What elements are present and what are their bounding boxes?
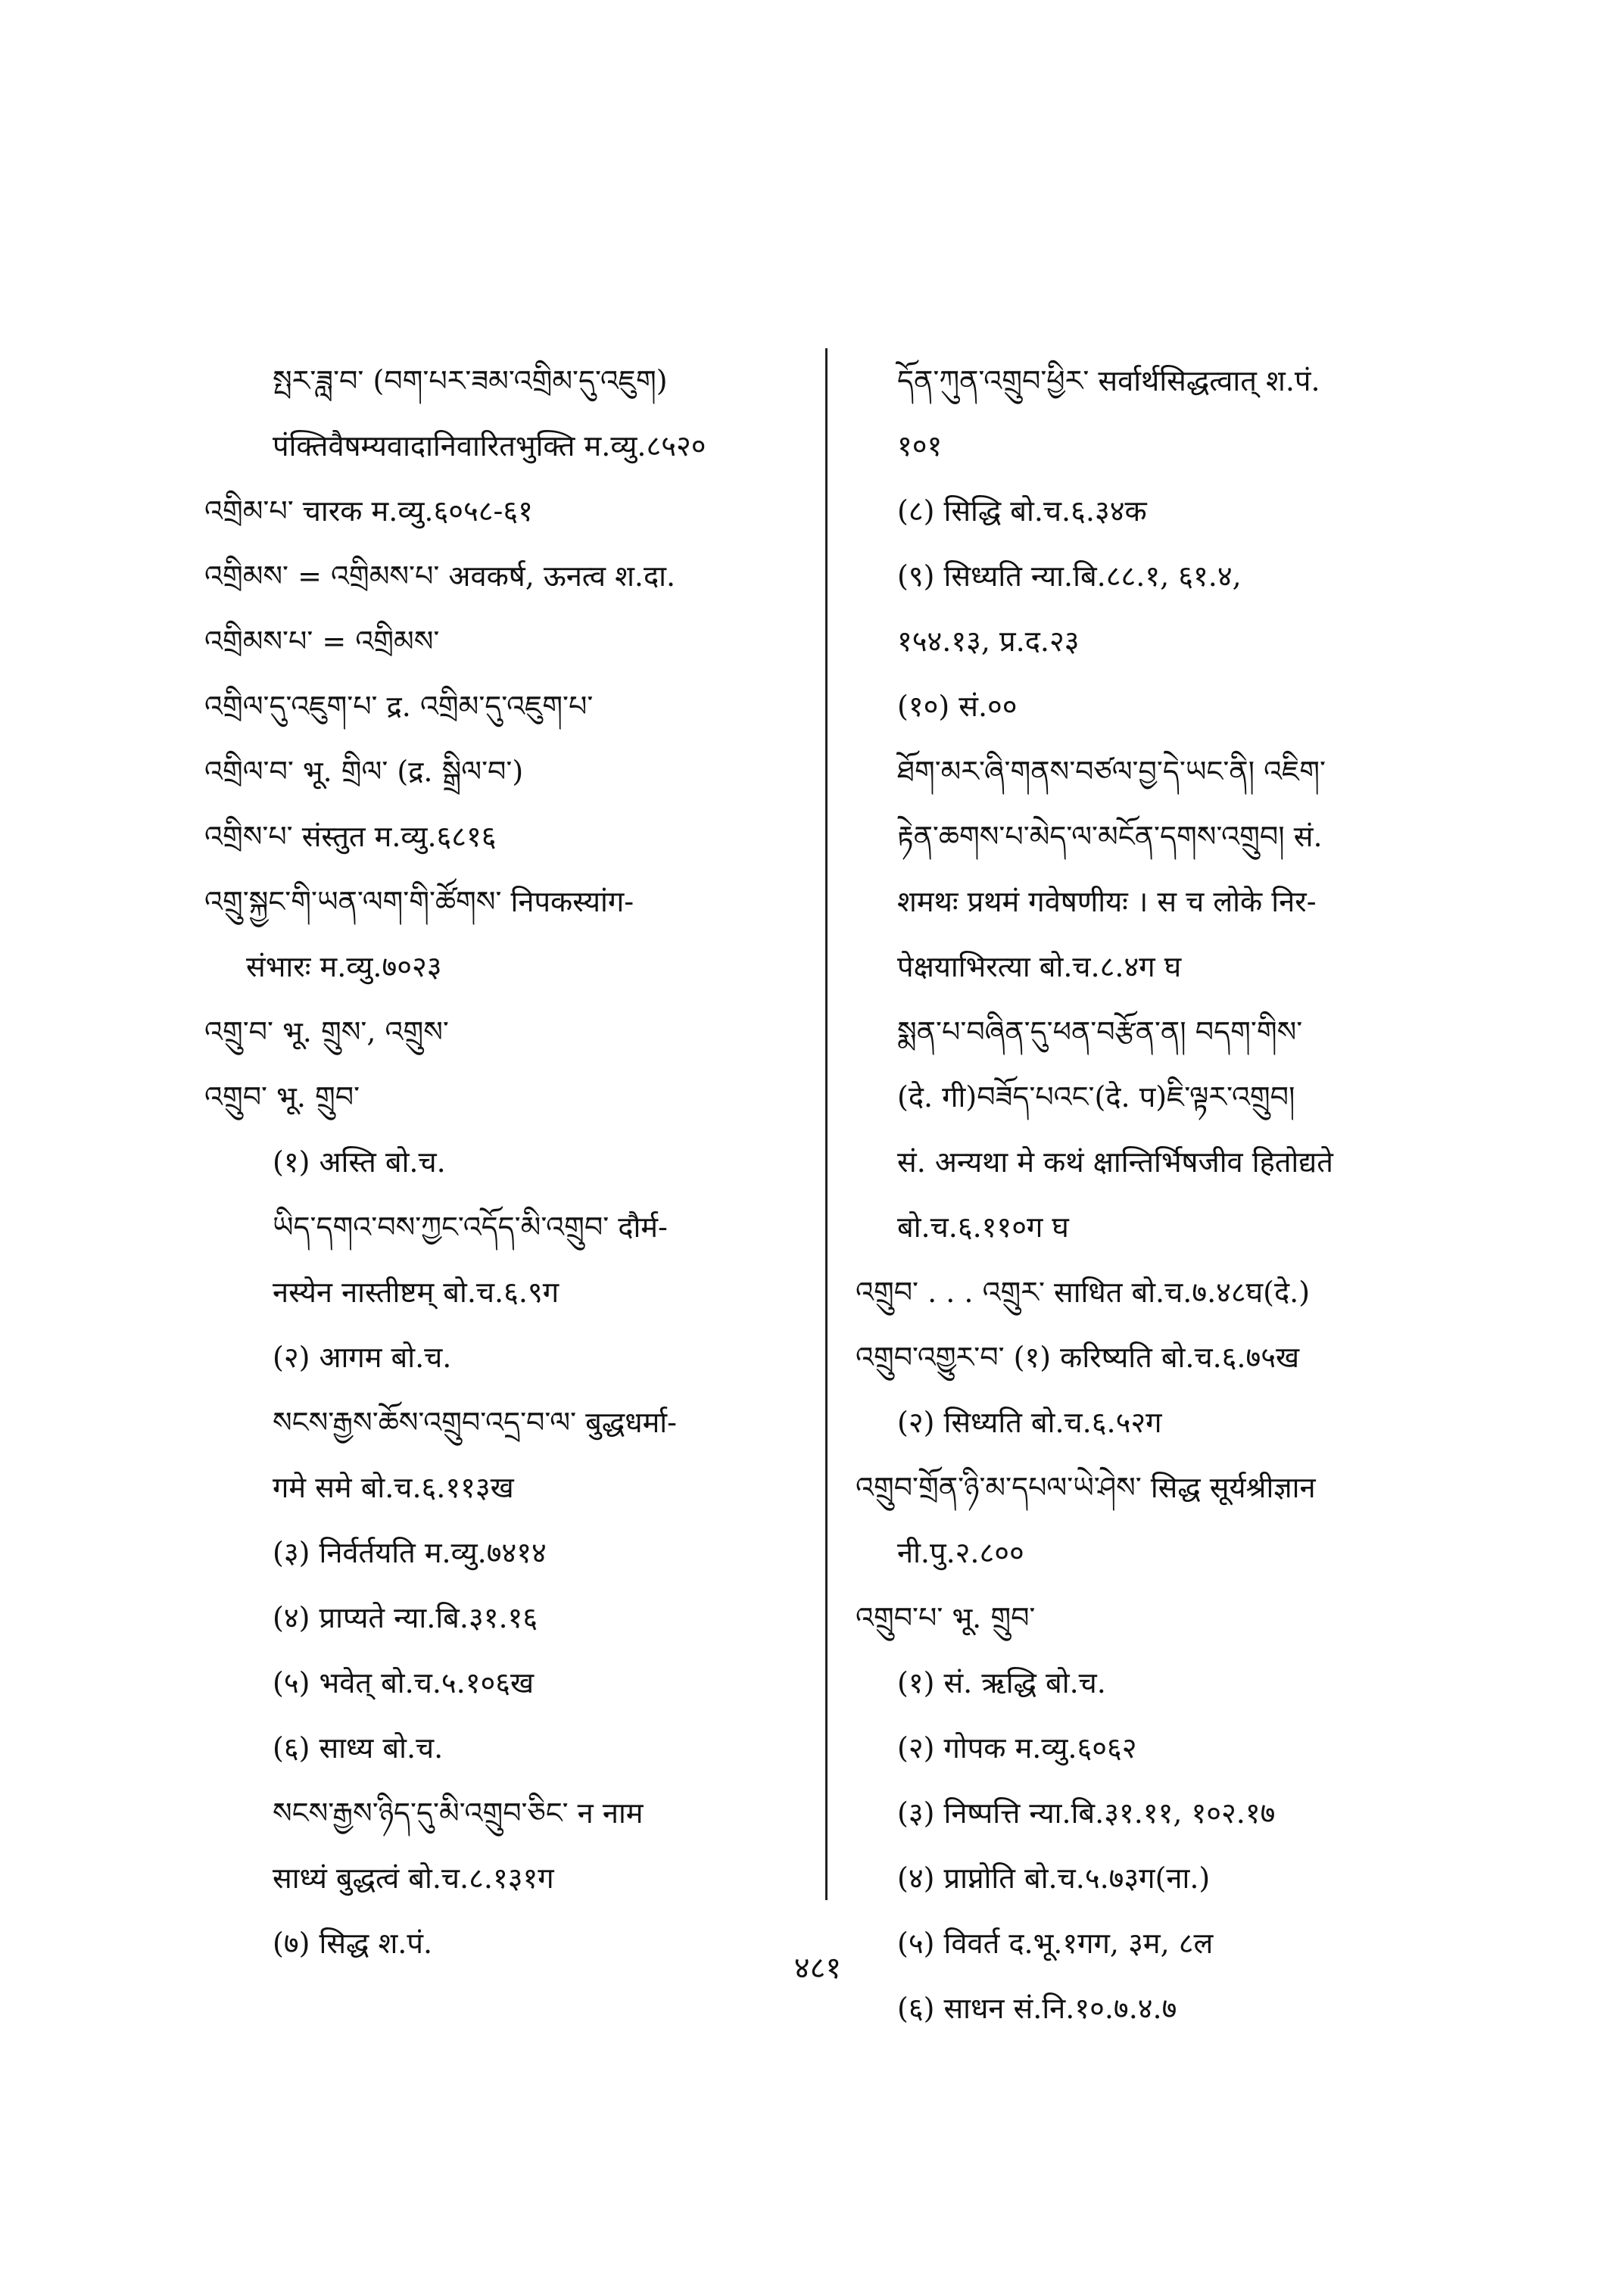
dictionary-line: (२) सिध्यति बो.च.६.५२ग [897,1406,1162,1439]
dictionary-line: (८) सिद्धि बो.च.६.३४क [897,494,1147,528]
column-divider [825,348,828,1900]
dictionary-line: འགྲུ་བ་ भू. གྲུས་, འགྲུས་ [204,1015,449,1048]
dictionary-line: नी.पु.२.८०० [897,1536,1024,1569]
dictionary-line: ཐོག་མར་ཞི་གནས་བཙལ་བྱ་དེ་ཡང་ནི། འཇིག་ [897,755,1326,788]
dictionary-line: འགྲུབ་ . . . འགྲུར་ साधित बो.च.७.४८घ(दे.) [856,1276,1311,1309]
dictionary-line: (दे. गी)བཟོད་པའང་(दे. प)ཇི་ལྟར་འགྲུབ། [897,1080,1295,1114]
dictionary-line: नस्येन नास्तीष्टम् बो.च.६.९ग [273,1276,560,1309]
dictionary-line: (३) निष्पत्ति न्या.बि.३१.११, १०२.१७ [897,1796,1276,1830]
dictionary-line: (९) सिध्यति न्या.बि.८८.१, ६१.४, [897,559,1242,593]
dictionary-line: འགྲིལ་བ་ भू. གྲིལ་ (द्र. སྒྲིལ་བ་) [204,755,524,788]
dictionary-line: पेक्षयाभिरत्या बो.च.८.४ग घ [897,950,1182,983]
dictionary-line: སངས་རྒྱས་ཆོས་འགྲུབ་འདྲ་བ་ལ་ बुद्धधर्मा- [273,1406,677,1439]
dictionary-line: (७) सिद्ध श.पं. [273,1927,433,1960]
dictionary-line: འགྲིལ་དུ་འཇུག་པ་ द्र. འགྲིམ་དུ་འཇུག་པ་ [204,690,594,723]
dictionary-line: बो.च.६.११०ग घ [897,1210,1069,1244]
dictionary-line: འགྲིམས་པ་ = འགྲིམས་ [204,625,440,658]
dictionary-line: (३) निर्वर्तयति म.व्यु.७४१४ [273,1536,547,1569]
dictionary-line: (१) अस्ति बो.च. [273,1145,446,1179]
dictionary-line: गमे समे बो.च.६.११३ख [273,1471,514,1504]
dictionary-line: འགྲུབ་ भू. གྲུབ་ [204,1080,360,1114]
dictionary-line: འགྲུབ་གྲོན་ཉི་མ་དཔལ་ཡེ་ཤེས་ सिद्ध सूर्यश्रीज्ञान [856,1471,1316,1504]
dictionary-line: སངས་རྒྱས་ཉིད་དུ་མི་འགྲུབ་ཅིང་ न नाम [273,1796,644,1830]
dictionary-line: (५) भवेत् बो.च.५.१०६ख [273,1666,535,1699]
dictionary-line: (६) साधन सं.नि.१०.७.४.७ [897,1992,1177,2025]
dictionary-line: शमथः प्रथमं गवेषणीयः । स च लोके निर- [897,885,1317,918]
dictionary-line: (२) गोपक म.व्यु.६०६२ [897,1731,1137,1765]
dictionary-line: संभारः म.व्यु.७०२३ [246,950,442,983]
dictionary-line: འགྲིམ་པ་ चारक म.व्यु.६०५८-६१ [204,494,533,528]
dictionary-line: འགྲུ་སྐྱང་གི་ཡན་ལག་གི་ཚོགས་ निपकस्यांग- [204,885,634,918]
dictionary-line: སྨན་པ་བཞིན་དུ་ཕན་བརྩོན་ན། བདག་གིས་ [897,1015,1303,1048]
dictionary-line: (६) साध्य बो.च. [273,1731,444,1765]
dictionary-line: རྟེན་ཆགས་པ་མེད་ལ་མངོན་དགས་འགྲུབ། सं. [897,820,1323,853]
dictionary-line: १५४.१३, प्र.द.२३ [897,625,1080,658]
dictionary-line: (२) आगम बो.च. [273,1341,452,1374]
dictionary-line: सं. अन्यथा मे कथं क्षान्तिर्भिषजीव हितोद्यते [897,1145,1333,1179]
dictionary-line: སྤར་ཟླ་བ་ (བག་པར་ཟམ་འགྲིམ་དུ་འཇུག) [273,364,668,397]
dictionary-line: साध्यं बुद्धत्वं बो.च.८.१३१ग [273,1862,554,1895]
dictionary-line: (४) प्राप्नोति बो.च.५.७३ग(ना.) [897,1862,1211,1895]
dictionary-line: १०१ [897,429,943,463]
dictionary-line: འགྲུབ་འགྱུར་བ་ (१) करिष्यति बो.च.६.७५ख [856,1341,1300,1374]
dictionary-line: पंक्तिवैषम्यवादानिवारितभुक्ति म.व्यु.८५२० [273,429,706,463]
dictionary-line: ཡིད་དགའ་བས་ཀྱང་འདོད་མི་འགྲུབ་ दौर्म- [273,1210,668,1244]
dictionary-line: འགྲུབ་པ་ भू. གྲུབ་ [856,1601,1036,1634]
dictionary-line: འགྲིམས་ = འགྲིམས་པ་ अवकर्ष, ऊनत्व श.दा. [204,559,676,593]
dictionary-line: (५) विवर्त द.भू.१गग, ३म, ८ल [897,1927,1214,1960]
dictionary-line: དོན་ཀུན་འགྲུབ་ཕྱིར་ सर्वार्थसिद्धत्वात् श.पं. [897,364,1320,397]
left-column [204,348,810,1976]
right-column [856,348,1461,2041]
dictionary-line: འགྲིས་པ་ संस्तुत म.व्यु.६८१६ [204,820,497,853]
page-number: ४८१ [793,1951,842,1986]
dictionary-line: (१०) सं.०० [897,690,1018,723]
dictionary-line: (१) सं. ऋद्धि बो.च. [897,1666,1106,1699]
dictionary-line: (४) प्राप्यते न्या.बि.३१.१६ [273,1601,538,1634]
